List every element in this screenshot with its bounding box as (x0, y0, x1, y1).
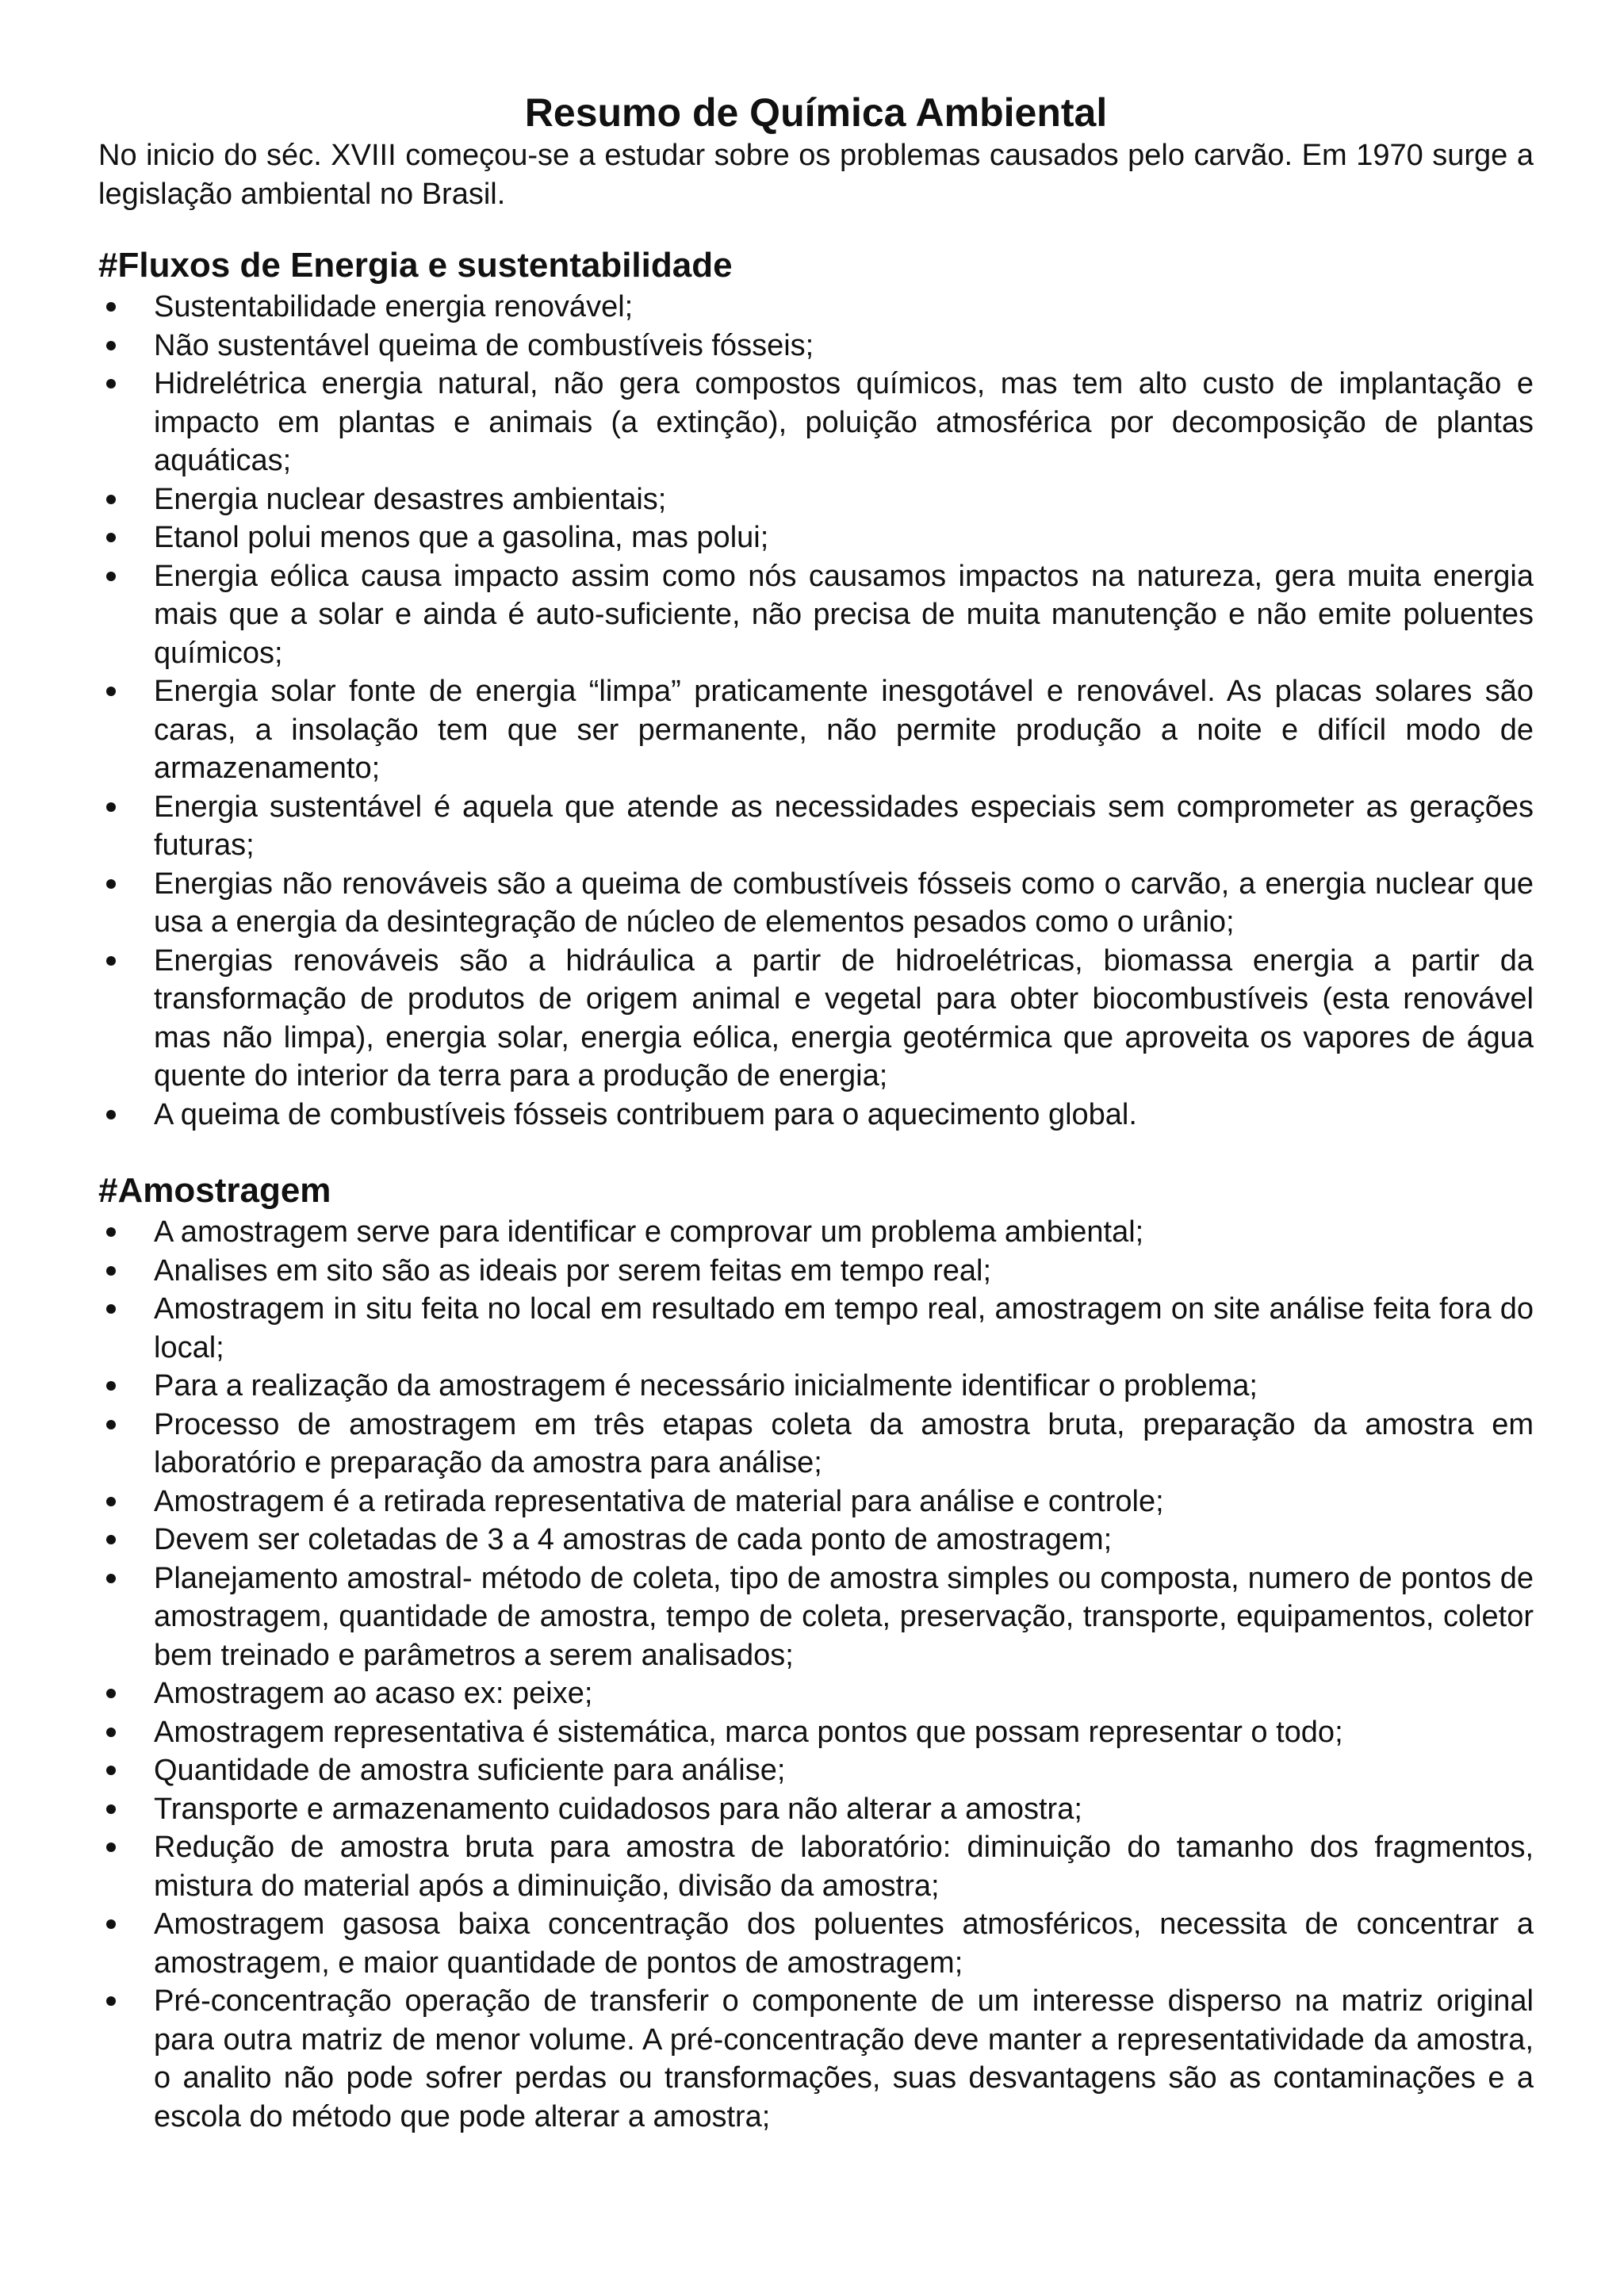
bullet-icon (106, 1689, 116, 1698)
list-item-text: Para a realização da amostragem é necessário inicialmente identificar o problema; (154, 1369, 1258, 1402)
list-item (98, 1713, 1534, 1752)
list-item-text: Amostragem representativa é sistemática, marca pontos que possam representar o todo; (154, 1715, 1343, 1749)
list-item-text: Energias não renováveis são a queima de combustíveis fósseis como o carvão, a energia nuclear que usa a energia da desintegração de núcleo de elementos pesados como o urânio; (154, 867, 1534, 939)
list-item-text: Energia solar fonte de energia “limpa” praticamente inesgotável e renovável. As placas solares são caras, a insolação tem que ser permanente, não permite produção a noite e difícil modo de armazenamento; (154, 675, 1534, 785)
list-item (98, 1483, 1534, 1521)
bullet-list-amostragem (98, 1213, 1534, 2136)
bullet-icon (106, 1266, 116, 1276)
bullet-icon (106, 1919, 116, 1929)
section-heading-amostragem: #Amostragem (98, 1171, 331, 1210)
bullet-icon (106, 802, 116, 812)
bullet-icon (106, 1497, 116, 1506)
bullet-list-energia (98, 288, 1534, 1134)
bullet-icon (106, 1304, 116, 1314)
bullet-icon (106, 572, 116, 581)
bullet-icon (106, 956, 116, 966)
list-item-text: Pré-concentração operação de transferir o componente de um interesse disperso na matriz original para outra matriz de menor volume. A pré-concentração deve manter a representatividade da amostra, o analito não pode sofrer perdas ou transformações, suas desvantagens são as contaminações e a escola do método que pode alterar a amostra; (154, 1984, 1534, 2133)
bullet-icon (106, 495, 116, 504)
list-item (98, 1252, 1534, 1291)
page-title: Resumo de Química Ambiental (524, 90, 1108, 135)
list-item (98, 942, 1534, 1096)
list-item-text: Redução de amostra bruta para amostra de laboratório: diminuição do tamanho dos fragmentos, mistura do material após a diminuição, divisão da amostra; (154, 1831, 1534, 1903)
list-item (98, 365, 1534, 480)
list-item (98, 519, 1534, 557)
list-item (98, 865, 1534, 942)
list-item-text: Amostragem in situ feita no local em resultado em tempo real, amostragem on site análise feita fora do local; (154, 1292, 1534, 1364)
bullet-icon (106, 1535, 116, 1544)
bullet-icon (106, 533, 116, 542)
bullet-icon (106, 1766, 116, 1775)
list-item-text: Sustentabilidade energia renovável; (154, 290, 634, 323)
list-item (98, 327, 1534, 365)
list-item (98, 1406, 1534, 1483)
list-item-text: Não sustentável queima de combustíveis fósseis; (154, 328, 814, 362)
list-item (98, 288, 1534, 327)
list-item-text: Etanol polui menos que a gasolina, mas polui; (154, 521, 769, 554)
list-item (98, 557, 1534, 673)
bullet-icon (106, 1804, 116, 1814)
intro-paragraph: No inicio do séc. XVIII começou-se a estudar sobre os problemas causados pelo carvão. Em 1970 surge a legislação ambiental no Brasil. (98, 139, 1534, 211)
list-item (98, 1751, 1534, 1790)
list-item-text: Hidrelétrica energia natural, não gera compostos químicos, mas tem alto custo de implantação e impacto em plantas e animais (a extinção), poluição atmosférica por decomposição de plantas aquáticas; (154, 367, 1534, 477)
list-item (98, 1367, 1534, 1406)
list-item (98, 1674, 1534, 1713)
list-item (98, 1521, 1534, 1559)
list-item-text: Processo de amostragem em três etapas coleta da amostra bruta, preparação da amostra em laboratório e preparação da amostra para análise; (154, 1407, 1534, 1479)
list-item (98, 1828, 1534, 1905)
list-item (98, 1559, 1534, 1675)
list-item (98, 672, 1534, 788)
bullet-icon (106, 1420, 116, 1429)
list-item-text: Energia nuclear desastres ambientais; (154, 482, 667, 516)
list-item (98, 1982, 1534, 2136)
list-item-text: Quantidade de amostra suficiente para análise; (154, 1754, 786, 1787)
list-item-text: A queima de combustíveis fósseis contribuem para o aquecimento global. (154, 1097, 1137, 1131)
bullet-icon (106, 1996, 116, 2006)
bullet-icon (106, 302, 116, 312)
list-item-text: Planejamento amostral- método de coleta, tipo de amostra simples ou composta, numero de pontos de amostragem, quantidade de amostra, tempo de coleta, preservação, transporte, equipamentos, coletor bem treinado e parâmetros a serem analisados; (154, 1561, 1534, 1672)
list-item-text: Amostragem gasosa baixa concentração dos poluentes atmosféricos, necessita de concentrar a amostragem, e maior quantidade de pontos de amostragem; (154, 1908, 1534, 1980)
bullet-icon (106, 379, 116, 388)
list-item-text: Analises em sito são as ideais por serem feitas em tempo real; (154, 1253, 992, 1288)
list-item-text: Energia sustentável é aquela que atende as necessidades especiais sem comprometer as gerações futuras; (154, 790, 1534, 862)
bullet-icon (106, 1381, 116, 1391)
list-item-text: Energia eólica causa impacto assim como nós causamos impactos na natureza, gera muita energia mais que a solar e ainda é auto-suficiente, não precisa de muita manutenção e não emite poluentes químicos; (154, 559, 1534, 670)
list-item-text: Amostragem é a retirada representativa de material para análise e controle; (154, 1484, 1164, 1518)
list-item-text: Amostragem ao acaso ex: peixe; (154, 1677, 593, 1710)
bullet-icon (106, 1110, 116, 1119)
list-item (98, 1905, 1534, 1982)
list-item-text: Energias renováveis são a hidráulica a partir de hidroelétricas, biomassa energia a partir da transformação de produtos de origem animal e vegetal para obter biocombustíveis (esta renovável mas não limpa), energia solar, energia eólica, energia geotérmica que aproveita os vapores de água quente do interior da terra para a produção de energia; (154, 943, 1534, 1093)
bullet-icon (106, 341, 116, 350)
bullet-icon (106, 687, 116, 696)
list-item (98, 1790, 1534, 1829)
bullet-icon (106, 1574, 116, 1583)
list-item (98, 480, 1534, 519)
list-item (98, 1096, 1534, 1135)
document-page (98, 89, 1534, 2136)
list-item (98, 788, 1534, 865)
bullet-icon (106, 879, 116, 889)
bullet-icon (106, 1843, 116, 1852)
section-heading-energia: #Fluxos de Energia e sustentabilidade (98, 246, 733, 285)
bullet-icon (106, 1227, 116, 1237)
list-item (98, 1213, 1534, 1252)
bullet-icon (106, 1728, 116, 1737)
list-item (98, 1290, 1534, 1367)
list-item-text: A amostragem serve para identificar e comprovar um problema ambiental; (154, 1215, 1144, 1249)
list-item-text: Transporte e armazenamento cuidadosos para não alterar a amostra; (154, 1792, 1082, 1826)
list-item-text: Devem ser coletadas de 3 a 4 amostras de cada ponto de amostragem; (154, 1523, 1113, 1556)
